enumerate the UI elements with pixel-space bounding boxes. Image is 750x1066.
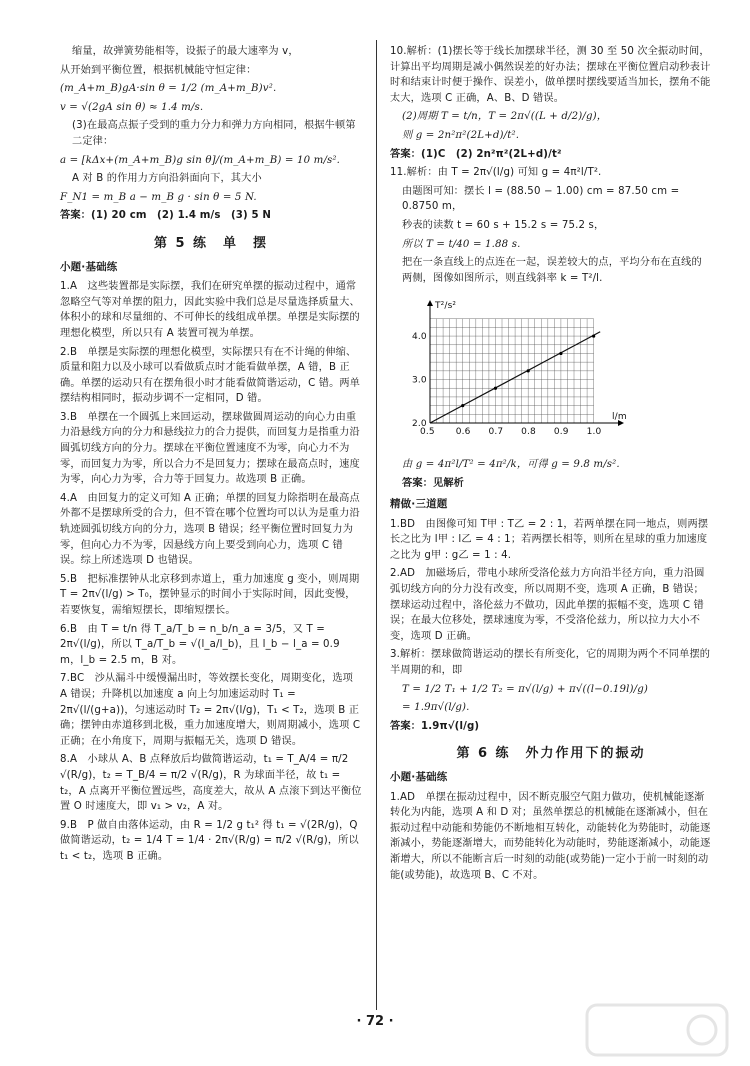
y-tick-label: 2.0 (412, 419, 427, 430)
equation: 则 g = 2n²π²(2L+d)/t². (402, 129, 520, 141)
equation: F_N1 = m_B a − m_B g · sin θ = 5 N. (60, 191, 257, 203)
sub-title: 精做·三道题 (390, 498, 448, 511)
answer-item: 1.A 这些装置都是实际摆，我们在研究单摆的振动过程中，通常忽略空气等对单摆的阻力，因此实验中我们总是尽量选择质量大、体积小的球和尽量细的、不可伸长的线组成单摆。单摆是实际摆的理想化模型，所以只有 A 装置可视为单摆。 (60, 281, 360, 339)
equation: 由 g = 4π²l/T² = 4π²/k，可得 g = 9.8 m/s². (402, 458, 620, 470)
equation: T = 1/2 T₁ + 1/2 T₂ = π√(l/g) + π√((l−0.19l)/g) (402, 683, 649, 695)
answer-line: 答案：(1) 20 cm (2) 1.4 m/s (3) 5 N (60, 210, 272, 222)
text-line: 由题图可知：摆长 l = (88.50 − 1.00) cm = 87.50 cm = 0.8750 m， (402, 185, 680, 213)
chart-axes (427, 300, 627, 426)
left-column (60, 44, 362, 868)
data-point (527, 370, 530, 373)
x-origin-label: 0.5 (420, 427, 435, 438)
answer-line: 答案：(1)C (2) 2n²π²(2L+d)/t² (390, 148, 562, 160)
data-point (461, 404, 464, 407)
answer-line: 答案：1.9π√(l/g) (390, 720, 480, 732)
x-tick-label: 1.0 (586, 427, 602, 438)
text-line: A 对 B 的作用力方向沿斜面向下，其大小 (72, 173, 262, 185)
equation: (2)周期 T = t/n，T = 2π√((L + d/2)/g)， (402, 111, 608, 123)
answer-item: 3.解析：摆球做简谐运动的摆长有所变化，它的周期为两个不同单摆的半周期的和，即 (390, 649, 711, 677)
equation: a = [kΔx+(m_A+m_B)g sin θ]/(m_A+m_B) = 10 m/s². (60, 154, 341, 166)
answer-item: 4.A 由回复力的定义可知 A 正确；单摆的回复力除指明在最高点外都不是摆球所受的合力，但不管在哪个位置均可以认为是重力沿轨迹圆弧切线方向的分力，选项 B 错误；经平衡位置时回复力为零，但向心力不为零，因悬线方向上要受到向心力，选项 C 错误。综上所述选项 D 也错误。 (60, 492, 360, 567)
x-tick-label: 0.7 (488, 427, 504, 438)
y-axis-label: T²/s² (435, 301, 457, 312)
data-point (559, 352, 562, 355)
text-line: 缩量，故弹簧势能相等，设振子的最大速率为 v， (72, 46, 299, 57)
right-column (390, 44, 712, 886)
x-tick-label: 0.9 (553, 427, 569, 438)
data-point (494, 387, 497, 390)
watermark-logo-icon (582, 1000, 732, 1060)
x-tick-label: 0.8 (521, 427, 536, 438)
x-tick-label: 0.6 (455, 427, 471, 438)
answer-item: 6.B 由 T = t/n 得 T_a/T_b = n_b/n_a = 3/5，又 T = 2π√(l/g)，所以 T_a/T_b = √(l_a/l_b)，且 l_b − l_a = 0.9 m，l_b = 2.5 m，B 对。 (60, 623, 340, 666)
text-line: 秒表的读数 t = 60 s + 15.2 s = 75.2 s， (402, 219, 605, 231)
y-tick-label: 4.0 (412, 332, 427, 343)
column-divider (376, 40, 377, 1010)
y-tick-label: 3.0 (412, 375, 427, 386)
text-line: 把在一条直线上的点连在一起，误差较大的点，平均分布在直线的两侧，图像如图所示，则直线斜率 k = T²/l. (402, 257, 702, 284)
section-title: 第 6 练 外力作用下的振动 (456, 746, 646, 762)
answer-item: 11.解析：由 T = 2π√(l/g) 可知 g = 4π²l/T². (390, 167, 602, 179)
text-line: (3)在最高点振子受到的重力分力和弹力方向相同，根据牛顿第二定律： (72, 120, 356, 147)
chart-grid (430, 319, 594, 423)
sub-title: 小题·基础练 (390, 771, 448, 783)
answer-item: 1.AD 单摆在振动过程中，因不断克服空气阻力做功，使机械能逐渐转化为内能，选项 A 和 D 对；虽然单摆总的机械能在逐渐减小，但在振动过程中动能和势能仍不断地相互转化，动能转化为势能时，动能逐渐减小，势能逐渐增大，而势能转化为动能时，势能逐渐减小，动能逐渐增大，所以不能断言后一时刻的动能(或势能)一定小于前一时刻的动能(或势能)，故选项 B、C 不对。 (390, 791, 711, 881)
section-title: 第 5 练 单 摆 (153, 235, 269, 251)
chart-ticks (412, 332, 602, 437)
answer-item: 7.BC 沙从漏斗中缓慢漏出时，等效摆长变化，周期变化，选项 A 错误；升降机以加速度 a 向上匀加速运动时 T₁ = 2π√(l/(g+a))，匀速运动时 T₂ = 2π√(l/g)，T₁ < T₂，选项 B 正确；摆钟由赤道移到北极，重力加速度增大，则周期减小，选项 C 正确；在小角度下，周期与振幅无关，选项 D 错误。 (60, 673, 361, 747)
answer-item: 8.A 小球从 A、B 点释放后均做简谐运动，t₁ = T_A/4 = π/2 √(R/g)，t₂ = T_B/4 = π/2 √(R/g)，R 为球面半径，故 t₁ = t₂，A 点离开平衡位置远些，高度差大，故从 A 点滚下到达平衡位置 O 时速度大，即 v₁ > v₂，A 对。 (60, 754, 362, 813)
answer-item: 10.解析：(1)摆长等于线长加摆球半径，测 30 至 50 次全振动时间，计算出平均周期是减小偶然误差的好办法；摆球在平衡位置启动秒表计时和结束计时便于操作、误差小，做单摆时摆线要适当加长，摆角不能太大，选项 C 正确，A、B、D 错误。 (390, 46, 711, 104)
answer-item: 2.B 单摆是实际摆的理想化模型，实际摆只有在不计绳的伸缩、质量和阻力以及小球可以看做质点时才能看做单摆，A 错，B 正确。单摆的运动只有在摆角很小时才能看做简谐运动，C 错。两单摆结构相同时，振动步调不一定相同，D 错。 (60, 346, 361, 405)
answer-line: 答案：见解析 (402, 477, 465, 489)
equation: = 1.9π√(l/g). (402, 702, 470, 714)
y-axis-arrow-icon (427, 300, 433, 306)
equation: 所以 T = t/40 = 1.88 s. (402, 238, 521, 250)
x-axis-label: l/m (612, 412, 627, 423)
answer-item: 5.B 把标准摆钟从北京移到赤道上，重力加速度 g 变小，则周期 T = 2π√(l/g) > T₀，摆钟显示的时间小于实际时间，因此变慢，若要恢复，需缩短摆长，即缩短摆长。 (60, 573, 360, 616)
answer-item: 9.B P 做自由落体运动，由 R = 1/2 g t₁² 得 t₁ = √(2R/g)，Q 做简谐运动，t₂ = 1/4 T = 1/4 · 2π√(R/g) = π/2 √(R/g)，所以 t₁ < t₂，选项 B 正确。 (60, 819, 359, 862)
answer-item: 3.B 单摆在一个圆弧上来回运动，摆球做圆周运动的向心力由重力沿悬线方向的分力和悬线拉力的合力提供，而回复力是指重力沿圆弧切线方向的分力。摆球在平衡位置速度不为零，向心力不为零，而回复力为零，所以合力不是回复力；摆球在最高点时，速度为零，向心力为零，合力等于回复力。故选项 B 正确。 (60, 411, 360, 486)
answer-item: 1.BD 由图像可知 T甲 : T乙 = 2 : 1，若两单摆在同一地点，则两摆长之比为 l甲 : l乙 = 4 : 1；若两摆长相等，则所在星球的重力加速度之比为 g甲 : g乙 = 1 : 4. (390, 518, 709, 561)
data-point (592, 335, 595, 338)
text-line: 从开始到平衡位置，根据机械能守恒定律： (60, 64, 257, 76)
sub-title: 小题·基础练 (60, 260, 118, 273)
t2-l-chart (400, 295, 640, 445)
equation: v = √(2gA sin θ) ≈ 1.4 m/s. (60, 101, 204, 113)
page-number: · 72 · (356, 1014, 394, 1029)
answer-item: 2.AD 加磁场后，带电小球所受洛伦兹力方向沿半径方向，重力沿圆弧切线方向的分力没有改变，所以周期不变，选项 A 正确，B 错误；摆球运动过程中，洛伦兹力不做功，因此单摆的振幅不变，选项 C 错误；在最大位移处，摆球速度为零，不受洛伦兹力，所以拉力大小不变，选项 D 正确。 (390, 568, 705, 642)
equation: (m_A+m_B)gA·sin θ = 1/2 (m_A+m_B)v². (60, 83, 277, 95)
